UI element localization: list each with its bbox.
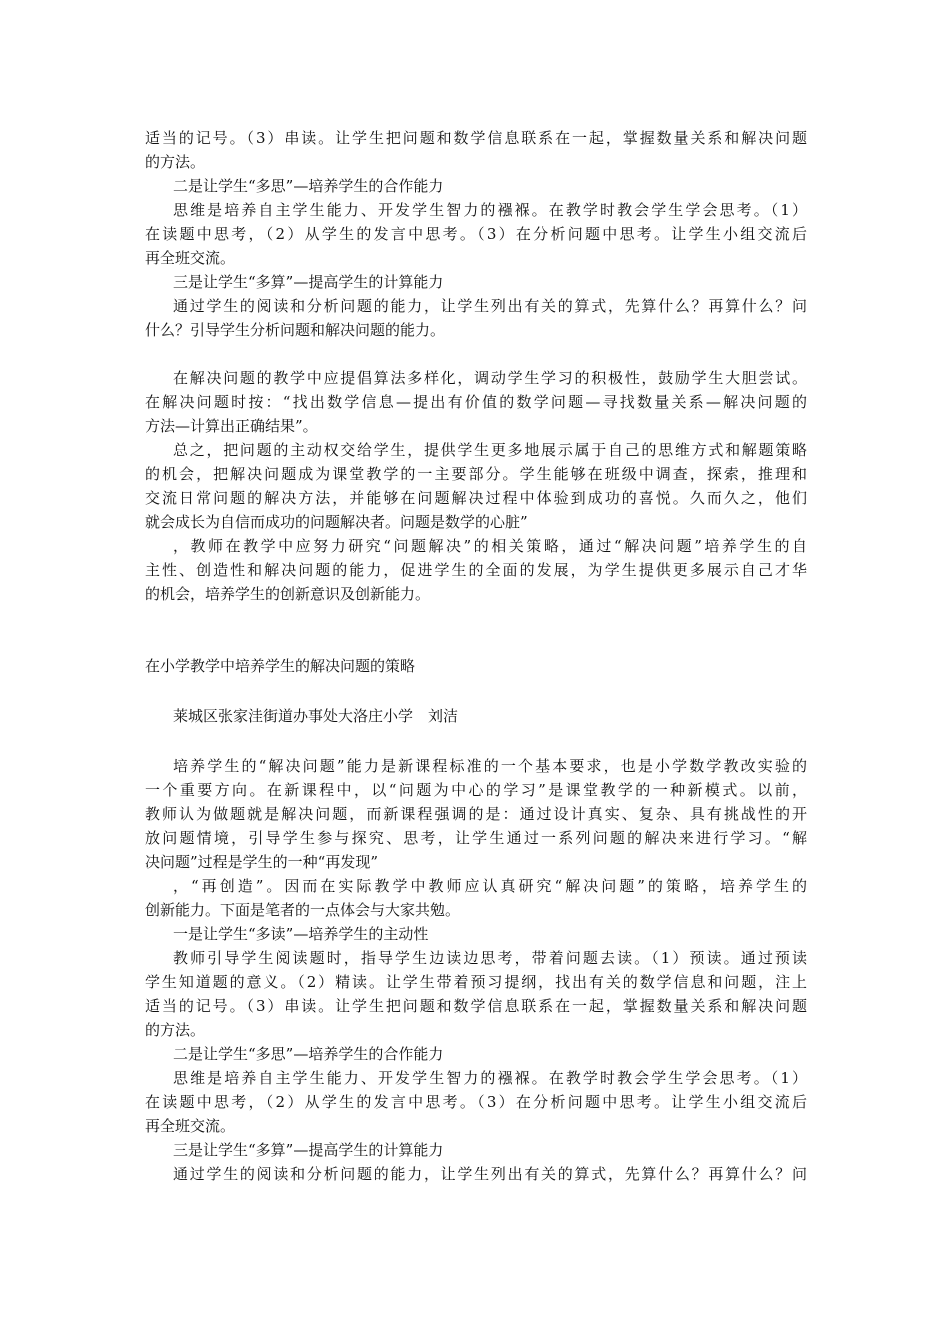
paragraph-line: 就会成长为自信而成功的问题解决者。问题是数学的心脏” xyxy=(145,513,528,531)
paragraph-line: 在读题中思考，（2）从学生的发言中思考。（3）在分析问题中思考。让学生小组交流后 xyxy=(145,225,807,243)
paragraph-line: 决问题”过程是学生的一种“再发现” xyxy=(145,853,379,871)
author-line: 莱城区张家洼街道办事处大洛庄小学 刘洁 xyxy=(173,707,459,725)
paragraph-line: ，教师在教学中应努力研究“问题解决”的相关策略，通过“解决问题”培养学生的自 xyxy=(173,537,807,555)
paragraph-line: 教师认为做题就是解决问题，而新课程强调的是：通过设计真实、复杂、具有挑战性的开 xyxy=(145,805,807,823)
paragraph-line: 思维是培养自主学生能力、开发学生智力的襁褓。在教学时教会学生学会思考。（1） xyxy=(173,201,807,219)
paragraph-line: 通过学生的阅读和分析问题的能力，让学生列出有关的算式，先算什么？再算什么？问 xyxy=(173,1165,807,1183)
section-heading: 二是让学生“多思”—培养学生的合作能力 xyxy=(173,177,444,195)
document-page xyxy=(145,126,807,1186)
paragraph-line: 主性、创造性和解决问题的能力，促进学生的全面的发展，为学生提供更多展示自己才华 xyxy=(145,561,807,579)
paragraph-line: 在解决问题的教学中应提倡算法多样化，调动学生学习的积极性，鼓励学生大胆尝试。 xyxy=(173,369,807,387)
section-heading: 二是让学生“多思”—培养学生的合作能力 xyxy=(173,1045,444,1063)
paragraph-line: 适当的记号。（3）串读。让学生把问题和数学信息联系在一起，掌握数量关系和解决问题 xyxy=(145,997,807,1015)
paragraph-line: 一个重要方向。在新课程中，以“问题为中心的学习”是课堂教学的一种新模式。以前， xyxy=(145,781,807,799)
paragraph-line: 的机会，把解决问题成为课堂教学的一主要部分。学生能够在班级中调查，探索，推理和 xyxy=(145,465,807,483)
paragraph-line: 适当的记号。（3）串读。让学生把问题和数学信息联系在一起，掌握数量关系和解决问题 xyxy=(145,129,807,147)
paragraph-line: 再全班交流。 xyxy=(145,249,236,267)
paragraph-line: 的机会，培养学生的创新意识及创新能力。 xyxy=(145,585,431,603)
paragraph-line: 培养学生的“解决问题”能力是新课程标准的一个基本要求，也是小学数学教改实验的 xyxy=(173,757,807,775)
paragraph-line: 在读题中思考，（2）从学生的发言中思考。（3）在分析问题中思考。让学生小组交流后 xyxy=(145,1093,807,1111)
section-heading: 三是让学生“多算”—提高学生的计算能力 xyxy=(173,1141,444,1159)
paragraph-line: 教师引导学生阅读题时，指导学生边读边思考，带着问题去读。（1）预读。通过预读 xyxy=(173,949,807,967)
paragraph-line: 什么？引导学生分析问题和解决问题的能力。 xyxy=(145,321,446,339)
paragraph-line: ，“再创造”。因而在实际教学中教师应认真研究“解决问题”的策略，培养学生的 xyxy=(173,877,807,895)
paragraph-line: 在解决问题时按：“找出数学信息—提出有价值的数学问题—寻找数量关系—解决问题的 xyxy=(145,393,807,411)
paragraph-line: 交流日常问题的解决方法，并能够在问题解决过程中体验到成功的喜悦。久而久之，他们 xyxy=(145,489,807,507)
paragraph-line: 方法—计算出正确结果”。 xyxy=(145,417,318,435)
paragraph-line: 创新能力。下面是笔者的一点体会与大家共勉。 xyxy=(145,901,461,919)
section-heading: 三是让学生“多算”—提高学生的计算能力 xyxy=(173,273,444,291)
paragraph-line: 的方法。 xyxy=(145,1021,206,1039)
paragraph-line: 思维是培养自主学生能力、开发学生智力的襁褓。在教学时教会学生学会思考。（1） xyxy=(173,1069,807,1087)
article-title: 在小学教学中培养学生的解决问题的策略 xyxy=(145,657,416,675)
paragraph-line: 的方法。 xyxy=(145,153,206,171)
section-heading: 一是让学生“多读”—培养学生的主动性 xyxy=(173,925,429,943)
paragraph-line: 再全班交流。 xyxy=(145,1117,236,1135)
paragraph-line: 放问题情境，引导学生参与探究、思考，让学生通过一系列问题的解决来进行学习。“解 xyxy=(145,829,807,847)
paragraph-line: 总之，把问题的主动权交给学生，提供学生更多地展示属于自己的思维方式和解题策略 xyxy=(173,441,807,459)
paragraph-line: 通过学生的阅读和分析问题的能力，让学生列出有关的算式，先算什么？再算什么？问 xyxy=(173,297,807,315)
paragraph-line: 学生知道题的意义。（2）精读。让学生带着预习提纲，找出有关的数学信息和问题，注上 xyxy=(145,973,807,991)
